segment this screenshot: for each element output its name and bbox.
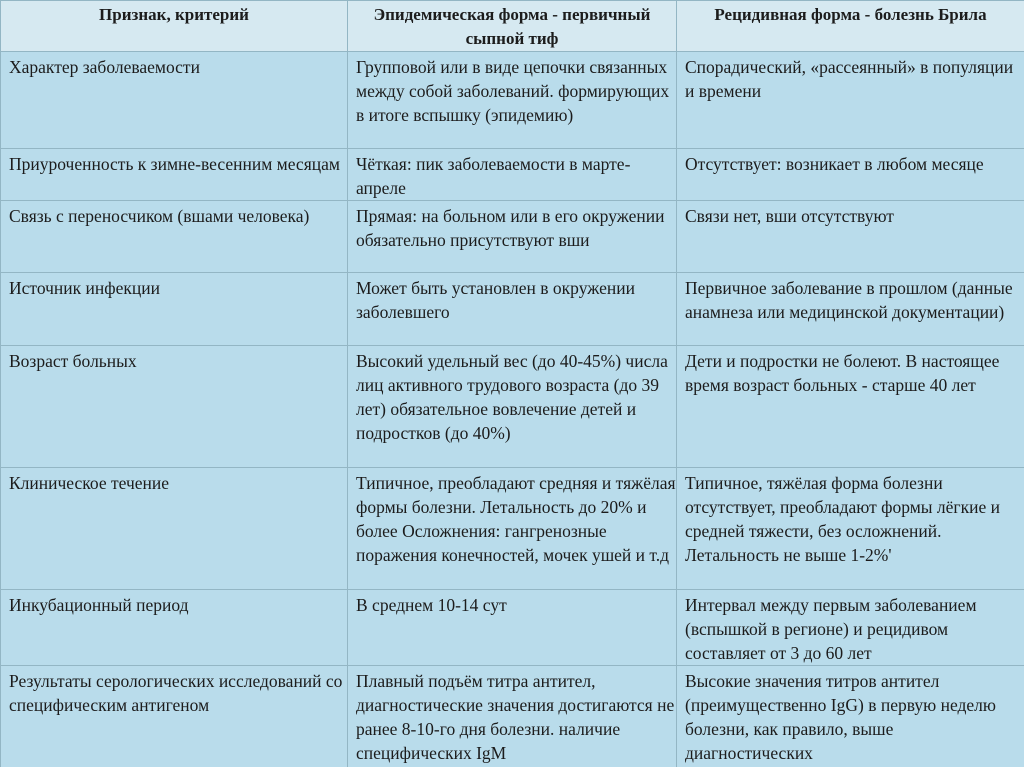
table-row (1, 273, 1024, 346)
criterion-cell: Клиническое течение (1, 468, 348, 590)
criterion-cell: Инкубационный период (1, 590, 348, 666)
criterion-cell: Характер заболеваемости (1, 52, 348, 149)
table-row (1, 52, 1024, 149)
criterion-cell: Источник инфекции (1, 273, 348, 346)
epidemic-cell: Прямая: на больном или в его окружении обязательно присутствуют вши (348, 201, 677, 273)
criterion-cell: Результаты серологических исследований со специфическим антигеном (1, 666, 348, 767)
relapse-cell: Отсутствует: возникает в любом месяце (677, 149, 1024, 201)
relapse-cell: Типичное, тяжёлая форма болезни отсутствует, преобладают формы лёгкие и средней тяжести, без осложнений. Летальность не выше 1-2%' (677, 468, 1024, 590)
table-row (1, 149, 1024, 201)
criterion-cell: Связь с переносчиком (вшами человека) (1, 201, 348, 273)
table-row (1, 468, 1024, 590)
epidemic-cell: В среднем 10-14 сут (348, 590, 677, 666)
relapse-cell: Связи нет, вши отсутствуют (677, 201, 1024, 273)
relapse-cell: Высокие значения титров антител (преимущественно IgG) в первую неделю болезни, как правило, выше диагностических (677, 666, 1024, 767)
table-row (1, 666, 1024, 767)
header-criterion: Признак, критерий (1, 1, 348, 52)
header-epidemic-form: Эпидемическая форма - первичный сыпной тиф (348, 1, 677, 52)
epidemic-cell: Чёткая: пик заболеваемости в марте-апреле (348, 149, 677, 201)
epidemic-cell: Может быть установлен в окружении заболевшего (348, 273, 677, 346)
table-row (1, 201, 1024, 273)
relapse-cell: Спорадический, «рассеянный» в популяции и времени (677, 52, 1024, 149)
relapse-cell: Дети и подростки не болеют. В настоящее время возраст больных - старше 40 лет (677, 346, 1024, 468)
relapse-cell: Первичное заболевание в прошлом (данные анамнеза или медицинской документации) (677, 273, 1024, 346)
table-row (1, 590, 1024, 666)
relapse-cell: Интервал между первым заболеванием (вспышкой в регионе) и рецидивом составляет от 3 до 60 лет (677, 590, 1024, 666)
epidemic-cell: Высокий удельный вес (до 40-45%) числа лиц активного трудового возраста (до 39 лет) обязательное вовлечение детей и подростков (до 40%) (348, 346, 677, 468)
epidemic-cell: Групповой или в виде цепочки связанных между собой заболеваний. формирующих в итоге вспышку (эпидемию) (348, 52, 677, 149)
table-row (1, 346, 1024, 468)
epidemic-cell: Плавный подъём титра антител, диагностические значения достигаются не ранее 8-10-го дня болезни. наличие специфических IgM (348, 666, 677, 767)
header-row (1, 1, 1024, 52)
epidemic-cell: Типичное, преобладают средняя и тяжёлая формы болезни. Летальность до 20% и более Осложнения: гангренозные поражения конечностей, мочек ушей и т.д (348, 468, 677, 590)
header-relapse-form: Рецидивная форма - болезнь Брила (677, 1, 1024, 52)
criterion-cell: Возраст больных (1, 346, 348, 468)
criterion-cell: Приуроченность к зимне-весенним месяцам (1, 149, 348, 201)
